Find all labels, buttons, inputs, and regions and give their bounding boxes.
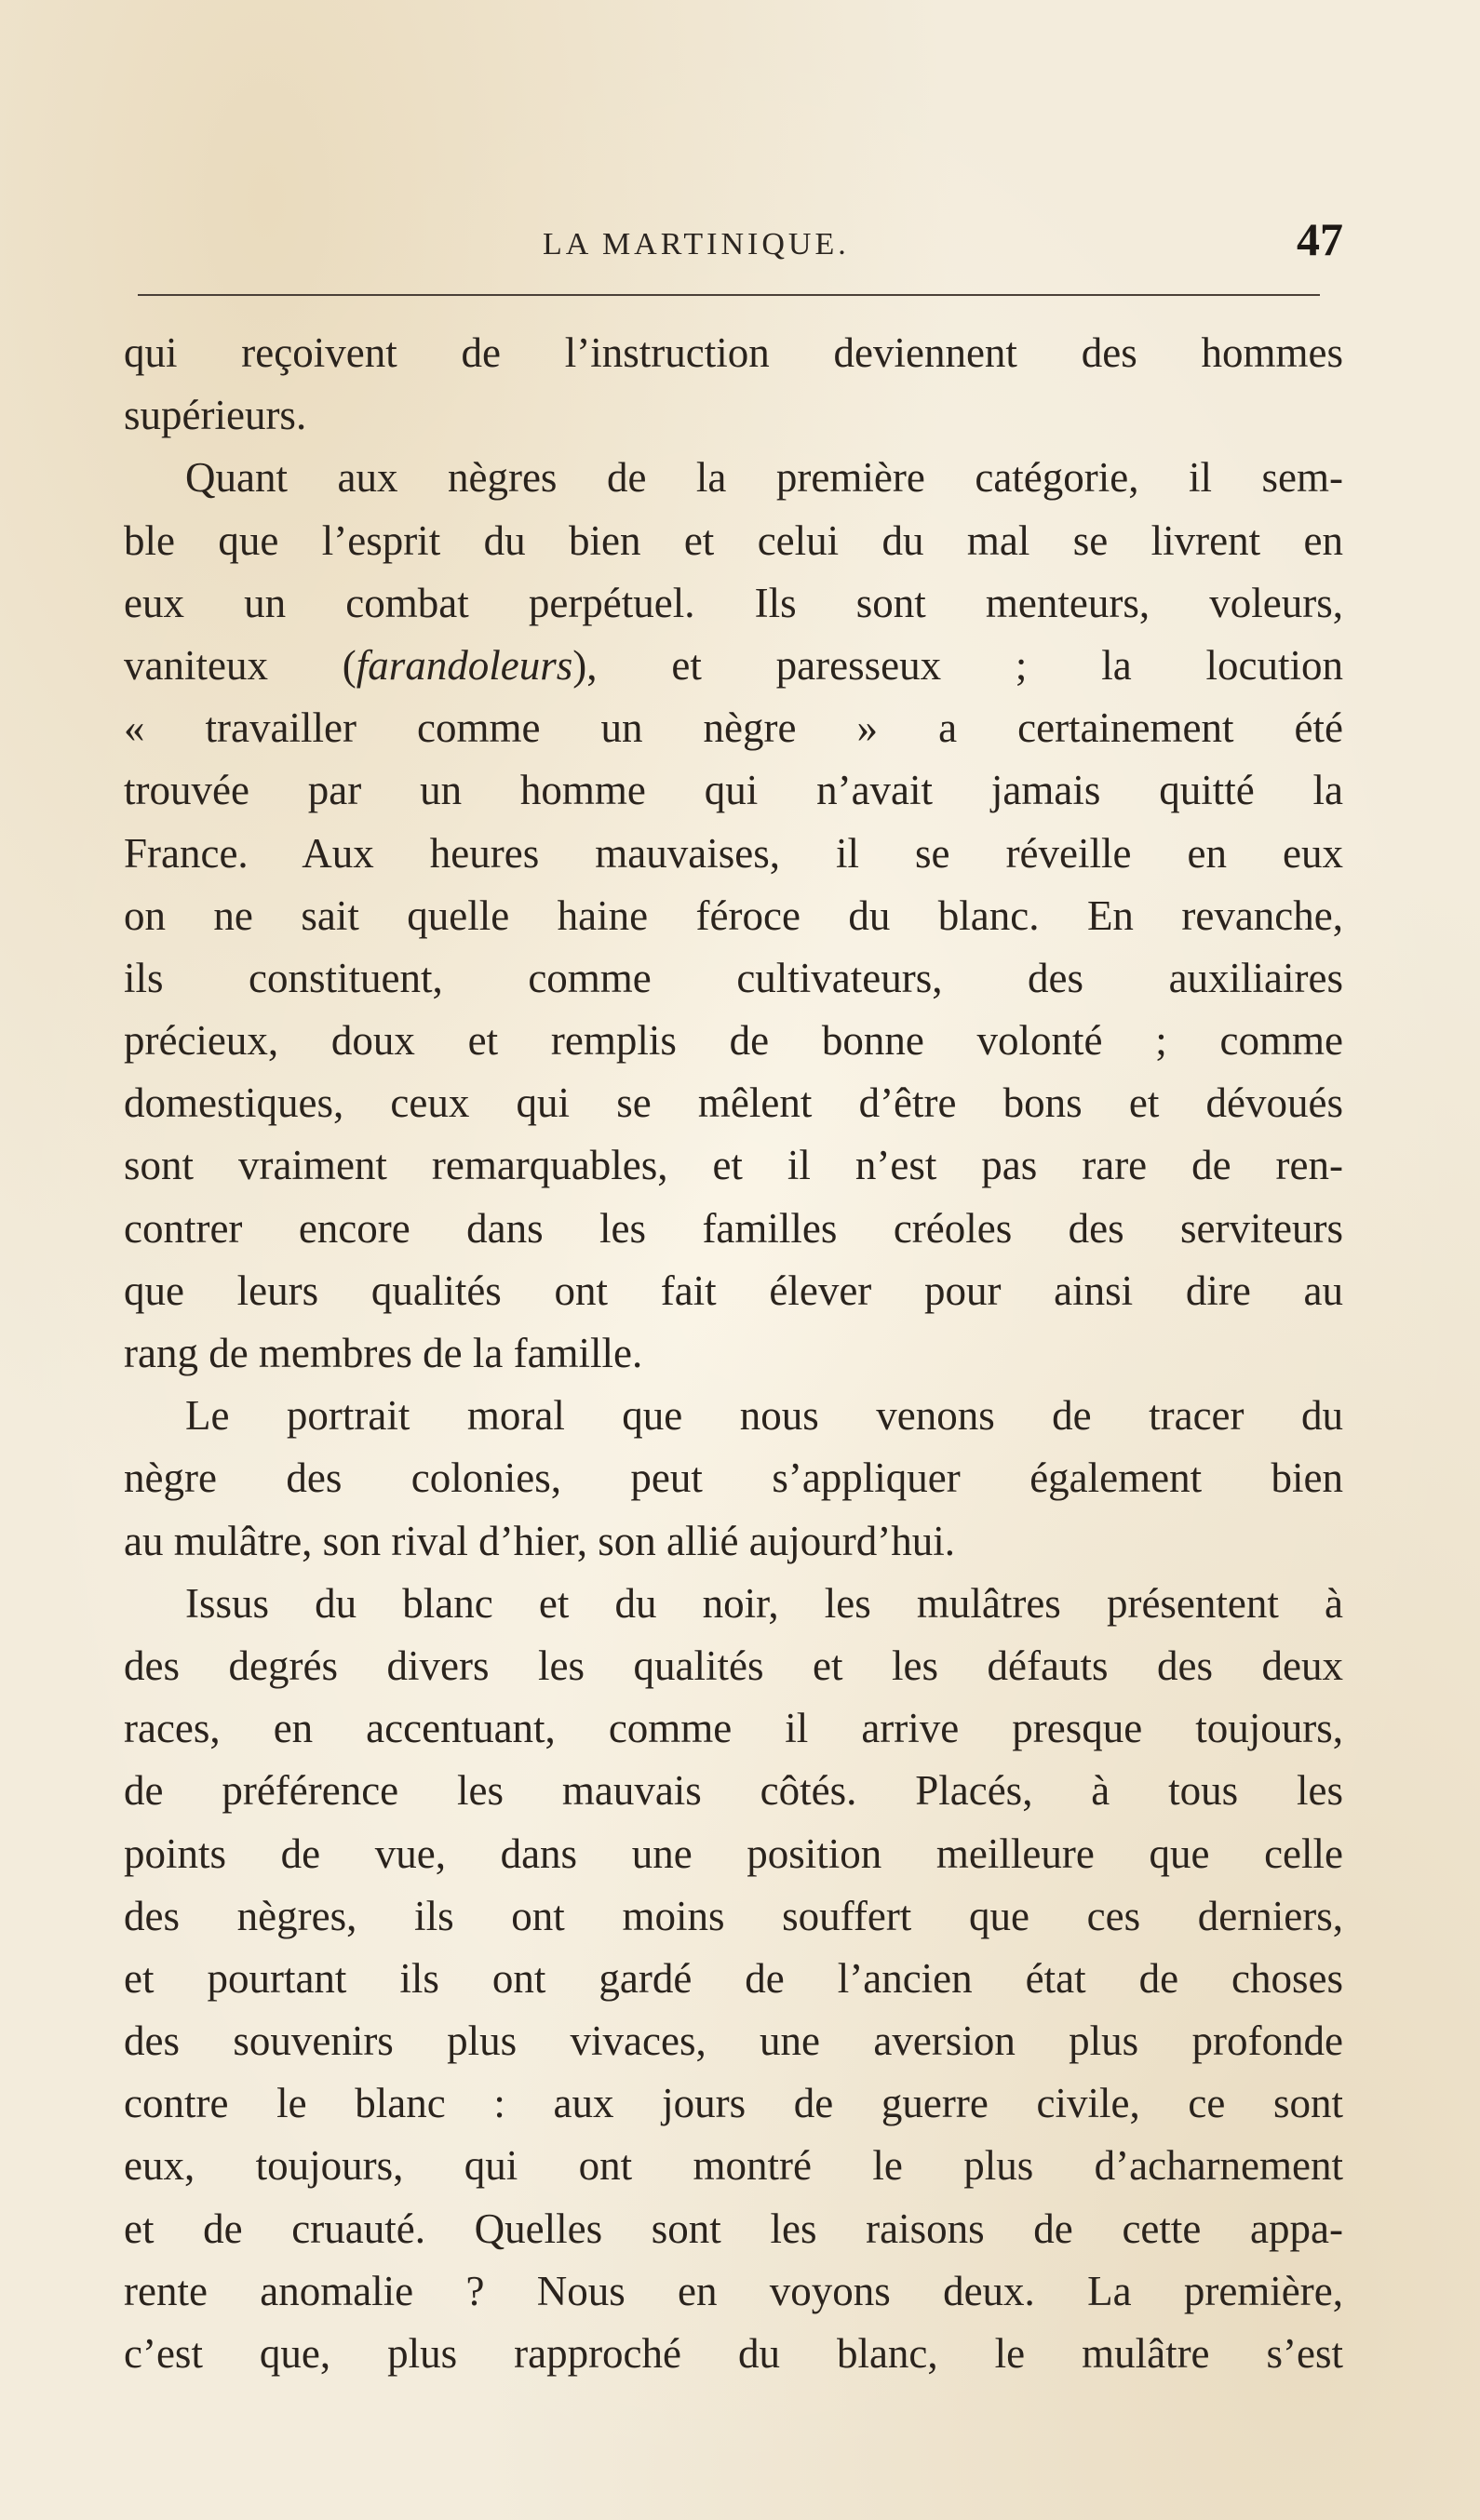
body-text — [124, 322, 1343, 2385]
text-line: et de cruauté. Quelles sont les raisons de cette appa- — [124, 2205, 1343, 2252]
text-line: nègre des colonies, peut s’appliquer également bien — [124, 1454, 1343, 1502]
paragraph-start-line: Issus du blanc et du noir, les mulâtres présentent à — [185, 1579, 1343, 1627]
text-line: au mulâtre, son rival d’hier, son allié aujourd’hui. — [124, 1517, 955, 1564]
text-line: des souvenirs plus vivaces, une aversion plus profonde — [124, 2017, 1343, 2065]
text-fragment: ), et paresseux ; la locution — [572, 641, 1343, 689]
text-line: rang de membres de la famille. — [124, 1330, 643, 1376]
text-line: ble que l’esprit du bien et celui du mal se livrent en — [124, 516, 1343, 564]
text-line: on ne sait quelle haine féroce du blanc. En revanche, — [124, 891, 1343, 939]
paragraph-start-line: Le portrait moral que nous venons de tracer du — [185, 1392, 1343, 1440]
page-number: 47 — [1297, 213, 1343, 265]
running-head — [124, 212, 1343, 277]
text-line: eux un combat perpétuel. Ils sont menteurs, voleurs, — [124, 579, 1343, 626]
text-line: « travailler comme un nègre » a certainement été — [124, 704, 1343, 752]
text-line: supérieurs. — [124, 392, 307, 439]
text-line: points de vue, dans une position meilleure que celle — [124, 1830, 1343, 1877]
text-line: eux, toujours, qui ont montré le plus d’acharnement — [124, 2142, 1343, 2190]
italic-term: farandoleurs — [356, 641, 573, 689]
text-line: France. Aux heures mauvaises, il se réveille en eux — [124, 829, 1343, 877]
text-line: ils constituent, comme cultivateurs, des auxiliaires — [124, 954, 1343, 1001]
text-line: domestiques, ceux qui se mêlent d’être bons et dévoués — [124, 1079, 1343, 1127]
text-line: races, en accentuant, comme il arrive presque toujours, — [124, 1705, 1343, 1752]
text-line: que leurs qualités ont fait élever pour ainsi dire au — [124, 1267, 1343, 1314]
text-line: des degrés divers les qualités et les défauts des deux — [124, 1642, 1343, 1689]
text-line: trouvée par un homme qui n’avait jamais quitté la — [124, 767, 1343, 814]
text-line: c’est que, plus rapproché du blanc, le mulâtre s’est — [124, 2330, 1343, 2377]
text-fragment: vaniteux ( — [124, 641, 357, 689]
text-line: rente anomalie ? Nous en voyons deux. La première, — [124, 2267, 1343, 2314]
text-line-with-italic — [124, 635, 1343, 697]
text-line: des nègres, ils ont moins souffert que ces derniers, — [124, 1892, 1343, 1939]
text-line: et pourtant ils ont gardé de l’ancien état de choses — [124, 1954, 1343, 2002]
text-line: contrer encore dans les familles créoles des serviteurs — [124, 1204, 1343, 1252]
paragraph-start-line: Quant aux nègres de la première catégorie, il sem- — [185, 454, 1343, 502]
text-line: qui reçoivent de l’instruction deviennent des hommes — [124, 329, 1343, 376]
text-line: précieux, doux et remplis de bonne volonté ; comme — [124, 1017, 1343, 1065]
text-line: sont vraiment remarquables, et il n’est pas rare de ren- — [124, 1142, 1343, 1189]
header-rule — [138, 294, 1320, 296]
text-line: de préférence les mauvais côtés. Placés, à tous les — [124, 1767, 1343, 1815]
running-title: LA MARTINIQUE. — [543, 227, 850, 261]
text-line: contre le blanc : aux jours de guerre civile, ce sont — [124, 2080, 1343, 2127]
